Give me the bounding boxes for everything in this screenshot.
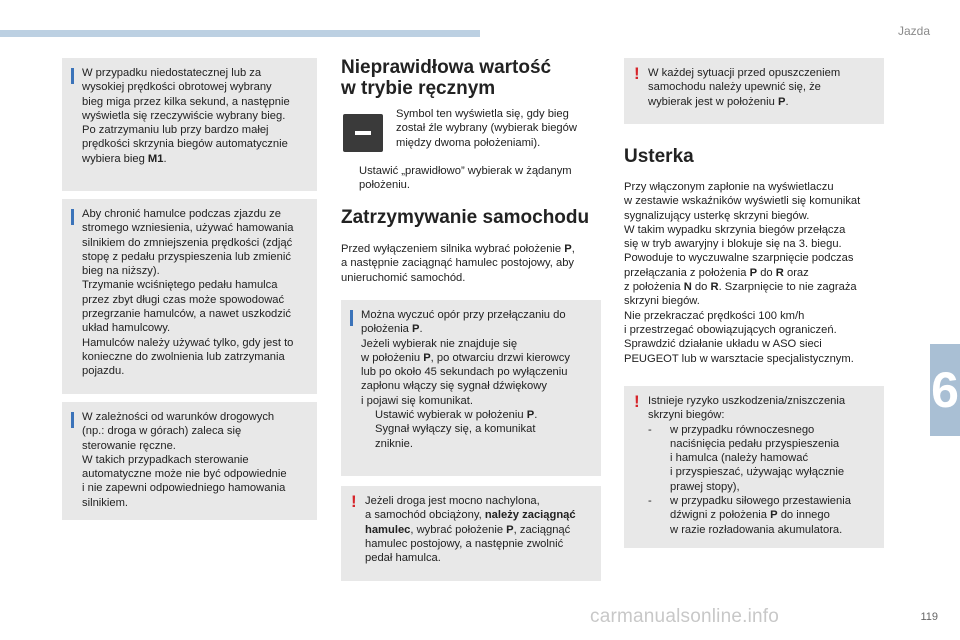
text-line: (np.: droga w górach) zaleca się — [82, 425, 242, 438]
text-line: i przyspieszać, używając wyłącznie — [670, 466, 845, 479]
text-line: Istnieje ryzyko uszkodzenia/zniszczenia — [648, 395, 846, 407]
instruction-bullet: Ustawić „prawidłowo” wybierak w żądanym położeniu. — [359, 165, 572, 192]
chapter-tab: 6 — [930, 344, 960, 436]
text-line: stopę z pedału przyspieszenia lub zmienić — [82, 250, 291, 263]
text-line: przez zbyt długi czas może spowodować — [82, 293, 285, 306]
text-line: wysokiej prędkości obrotowej wybrany — [82, 81, 272, 94]
text-line: bieg na niższy). — [82, 265, 160, 278]
warning-exclamation-icon: ! — [634, 392, 640, 411]
text-line: Jeżeli wybierak nie znajduje się — [361, 337, 518, 350]
text-line: Aby chronić hamulce podczas zjazdu ze — [82, 208, 281, 220]
list-item: - w przypadku siłowego przestawienia — [648, 495, 851, 508]
text-line: dźwigni z położenia P do innego — [670, 509, 830, 522]
text-line: układ hamulcowy. — [82, 322, 171, 335]
text-line: Jeżeli droga jest mocno nachylona, — [365, 495, 540, 507]
list-item: - w przypadku równoczesnego — [648, 423, 815, 436]
text-line: naciśnięcia pedału przyspieszenia — [670, 437, 840, 450]
text-line: Hamulców należy używać tylko, gdy jest to — [82, 336, 294, 349]
warning-box-gearbox-damage — [624, 386, 884, 548]
text-line: położenia P. — [361, 323, 423, 336]
text-line: skrzyni biegów: — [648, 409, 725, 422]
text-line: i nie zapewni odpowiedniego hamowania — [82, 482, 286, 495]
section-label: Jazda — [897, 24, 930, 38]
text-line: wybierak jest w położeniu P. — [648, 95, 789, 108]
text-line: W takich przypadkach sterowanie — [82, 453, 249, 466]
heading-fault: Usterka — [624, 146, 694, 167]
text-line: zniknie. — [375, 437, 413, 450]
text-line: stromego wzniesienia, używać hamowania — [82, 222, 294, 235]
text-line: zapłonu włączy się sygnał dźwiękowy — [361, 380, 547, 393]
info-marker-icon — [71, 209, 74, 225]
symbol-description: Symbol ten wyświetla się, gdy bieg został źle wybrany (wybierak biegów między dwoma położeniami). — [396, 108, 577, 149]
info-marker-icon — [71, 412, 74, 428]
text-line: w położeniu P, po otwarciu drzwi kierowcy — [361, 351, 570, 364]
fault-paragraph: Przy włączonym zapłonie na wyświetlaczu w zestawie wskaźników wyświetli się komunikat sygnalizujący usterkę skrzyni biegów. W takim wypadku skrzynia biegów przełącza się w tryb awaryjny i blokuje się na 3. biegu. Powoduje to wyczuwalne szarpnięcie podczas przełączania z położenia P do R oraz z położenia N do R. Szarpnięcie to nie zagraża skrzyni biegów. Nie przekraczać prędkości 100 km/h i przestrzegać obowiązujących ograniczeń. Sprawdzić działanie układu w ASO sieci PEUGEOT lub w warsztacie specjalistycznym. — [624, 181, 861, 365]
heading-invalid-value: Nieprawidłowa wartość w trybie ręcznym — [341, 57, 552, 99]
text-line: pojazdu. — [82, 365, 125, 378]
text-line: i pojawi się komunikat. — [361, 394, 473, 407]
header-bar — [0, 30, 480, 37]
info-marker-icon — [350, 310, 353, 326]
text-line: Sygnał wyłączy się, a komunikat — [375, 423, 536, 436]
text-line: i hamulca (należy hamować — [670, 452, 809, 465]
text-line: pedał hamulca. — [365, 552, 441, 565]
text-line: Można wyczuć opór przy przełączaniu do — [361, 309, 566, 321]
warning-box-slope — [341, 486, 601, 581]
text-line: prędkości skrzynia biegów automatycznie — [82, 138, 288, 151]
heading-stopping: Zatrzymywanie samochodu — [341, 207, 590, 228]
text-line: hamulec, wybrać położenie P, zaciągnąć — [365, 523, 571, 536]
text-line: lub po około 45 sekundach po wyłączeniu — [361, 366, 568, 379]
text-line: W przypadku niedostatecznej lub za — [82, 67, 262, 79]
text-line: w razie rozładowania akumulatora. — [670, 523, 843, 536]
text-line: wyświetla się rzeczywiście wybrany bieg. — [82, 109, 286, 122]
warning-exclamation-icon: ! — [351, 492, 357, 511]
stopping-paragraph: Przed wyłączeniem silnika wybrać położenie P, a następnie zaciągnąć hamulec postojowy, aby unieruchomić samochód. — [341, 243, 575, 284]
text-line: Trzymanie wciśniętego pedału hamulca — [82, 279, 278, 292]
text-line: Po zatrzymaniu lub przy bardzo małej — [82, 124, 269, 137]
page-number: 119 — [920, 611, 938, 623]
watermark: carmanualsonline.info — [590, 606, 780, 627]
text-line: prawej stopy), — [670, 480, 740, 493]
text-line: Ustawić wybierak w położeniu P. — [375, 409, 538, 422]
invalid-gear-symbol-icon — [343, 114, 383, 152]
warning-box-leave-vehicle — [624, 58, 884, 124]
text-line: sterowanie ręczne. — [82, 439, 176, 452]
text-line: hamulec postojowy, a następnie zwolnić — [365, 537, 564, 550]
text-line: bieg miga przez kilka sekund, a następnie — [82, 95, 290, 108]
text-line: W zależności od warunków drogowych — [82, 411, 275, 423]
info-box-road-conditions — [62, 402, 317, 520]
text-line: silnikiem do zmniejszenia prędkości (zdjąć — [82, 236, 293, 249]
text-line: automatyczne może nie być odpowiednie — [82, 468, 287, 481]
text-line: silnikiem. — [82, 496, 129, 509]
text-line: konieczne do zwolnienia lub zatrzymania — [82, 350, 285, 363]
info-box-park-position — [341, 300, 601, 476]
text-line: przegrzanie hamulców, a nawet uszkodzić — [82, 308, 291, 321]
warning-exclamation-icon: ! — [634, 64, 640, 83]
info-box-gear-speed — [62, 58, 317, 191]
info-marker-icon — [71, 68, 74, 84]
text-line: W każdej sytuacji przed opuszczeniem — [648, 67, 841, 79]
text-line: wybiera bieg M1. — [82, 152, 167, 165]
text-line: samochodu należy upewnić się, że — [648, 81, 821, 94]
info-box-engine-braking — [62, 199, 317, 394]
text-line: a samochód obciążony, należy zaciągnąć — [365, 509, 576, 522]
